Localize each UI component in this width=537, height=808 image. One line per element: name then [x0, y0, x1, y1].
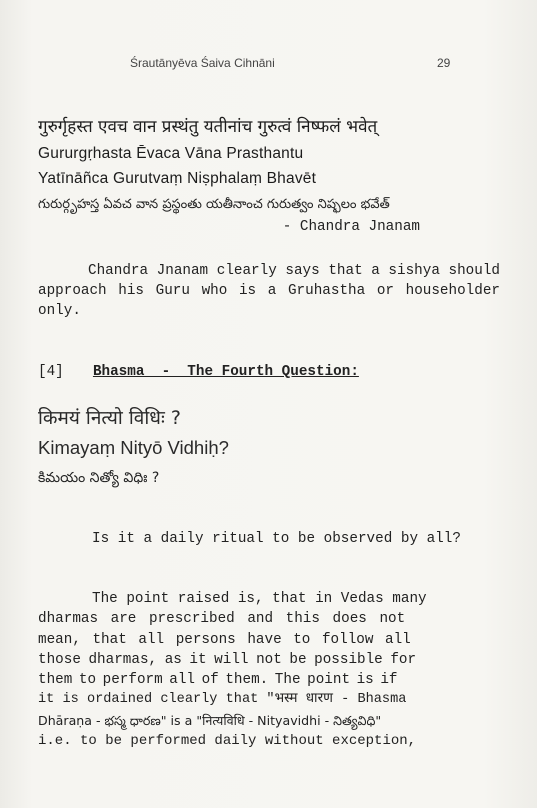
section-heading — [38, 364, 500, 380]
question-telugu: కిమయం నిత్యో విధిః ? — [38, 470, 160, 486]
verse-transliteration-line-1: Gururgṛhasta Ēvaca Vāna Prasthantu — [38, 145, 304, 162]
text-line: those dharmas, as it will not be possible for — [38, 651, 417, 668]
text-line: it is ordained clearly that "भस्म धारण - Bhasma — [38, 692, 407, 708]
verse-telugu: గురుర్గృహస్త ఏవచ వాన ప్రస్థంతు యతీనాంచ గురుత్వం నిష్ఫలం భవేత్ — [38, 197, 390, 212]
section-number: [4] — [38, 364, 64, 380]
text-line: i.e. to be performed daily without exception, — [38, 733, 417, 750]
paragraph-point-raised — [38, 589, 500, 751]
verse-devanagari: गुरुर्गृहस्त एवच वान प्रस्थंतु यतीनांच गुरुत्वं निष्फलं भवेत् — [38, 117, 378, 137]
text-line: The point raised is, that in Vedas many — [92, 591, 427, 607]
page-number: 29 — [437, 56, 451, 70]
section-title: Bhasma - The Fourth Question: — [92, 364, 359, 380]
text-line: Dhāraṇa - భస్మ ధారణ" is a "नित्यविधि - Nityavidhi - నిత్యవిధి" — [38, 712, 382, 728]
verse-transliteration-line-2: Yatīnāñca Gurutvaṃ Niṣphalaṃ Bhavēt — [38, 170, 317, 187]
paragraph-chandra-jnanam: Chandra Jnanam clearly says that a sishya should approach his Guru who is a Gruhastha or householder only. — [38, 263, 500, 319]
question-devanagari: किमयं नित्यो विधिः ? — [38, 407, 181, 429]
text-line: them to perform all of them. The point is if — [38, 672, 398, 689]
question-transliteration: Kimayaṃ Nityō Vidhiḥ? — [38, 437, 229, 458]
verse-attribution: - Chandra Jnanam — [282, 219, 420, 235]
text-line: dharmas are prescribed and this does not — [38, 611, 406, 628]
paragraph-daily-ritual: Is it a daily ritual to be observed by all? — [92, 531, 461, 547]
text-line: mean, that all persons have to follow all — [38, 631, 411, 648]
running-title: Śrautānyēva Śaiva Cihnāni — [130, 56, 275, 70]
